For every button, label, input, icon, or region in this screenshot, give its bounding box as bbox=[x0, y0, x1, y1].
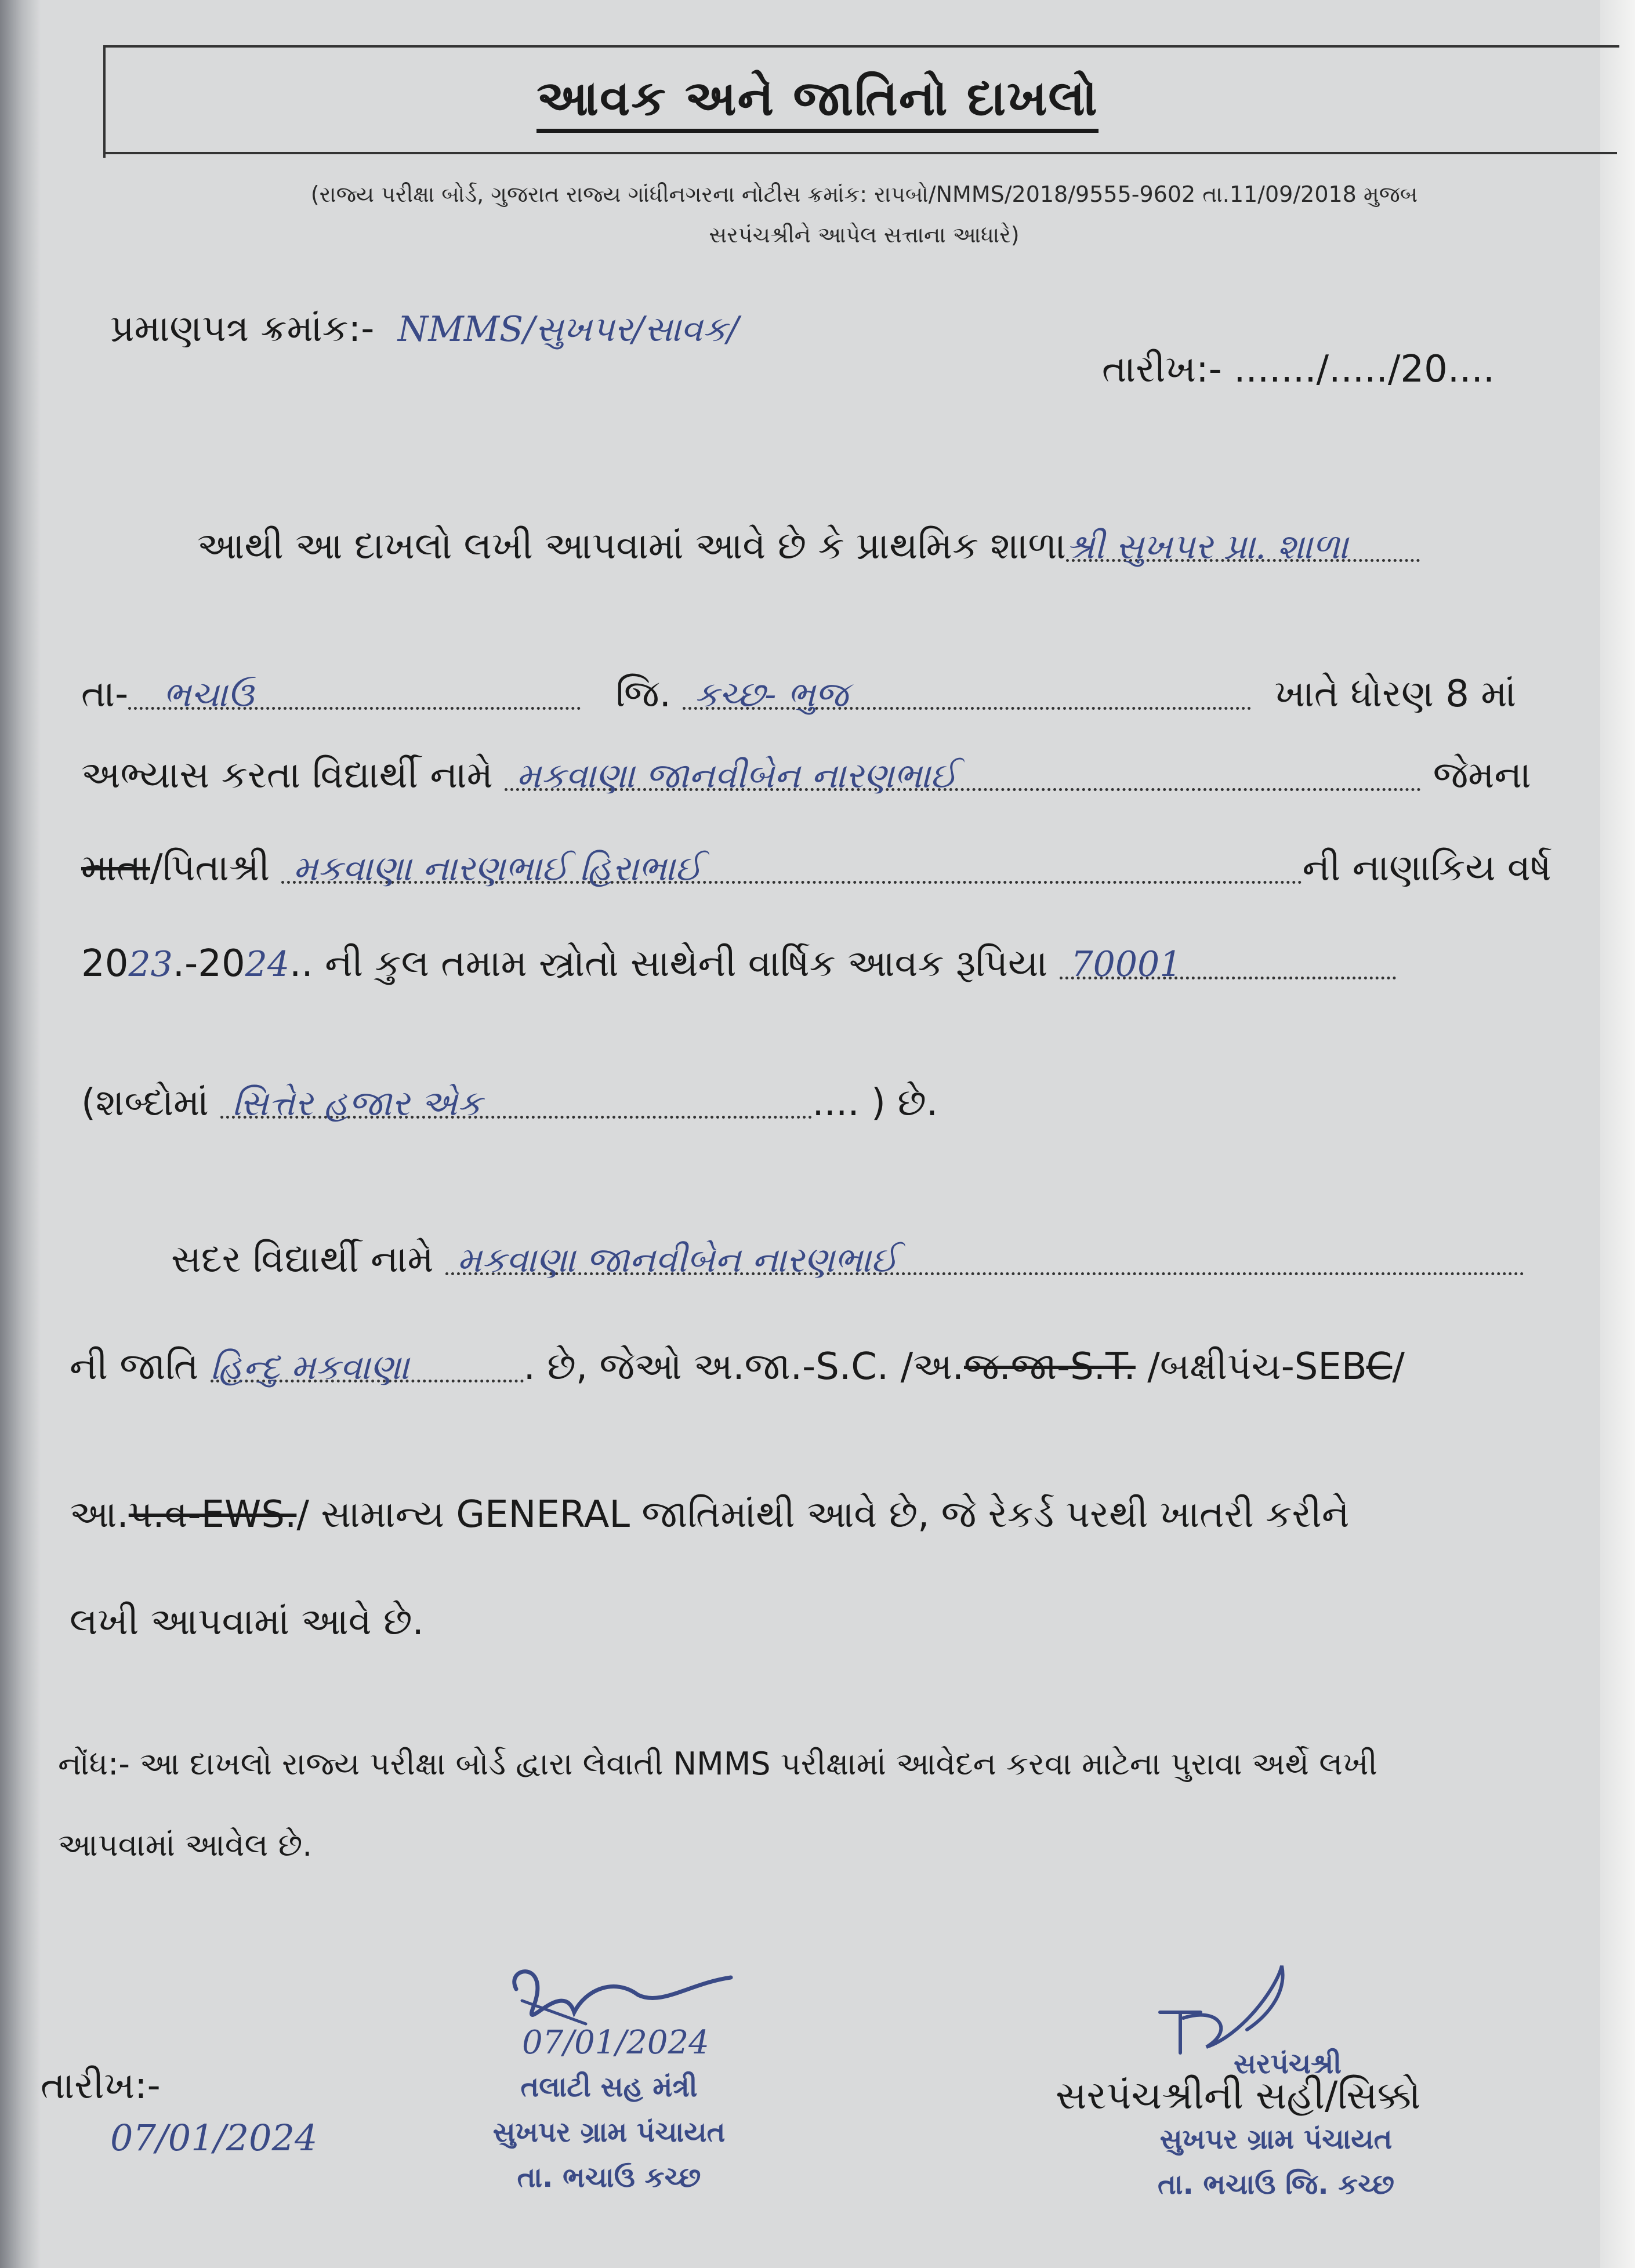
footer-date-label: તારીખ:- bbox=[41, 2064, 161, 2107]
certificate-date-row bbox=[1102, 348, 1495, 391]
sarpanch-stamp-line-1: સરપંચશ્રી bbox=[1233, 2048, 1342, 2080]
body-intro-text: આથી આ દાખલો લખી આપવામાં આવે છે કે પ્રાથમિક શાળા bbox=[197, 525, 1067, 568]
photo-edge-left bbox=[0, 0, 41, 2268]
body-line-4 bbox=[81, 847, 1551, 890]
income-value: 70001 bbox=[1060, 944, 1396, 979]
ews-category-struck: પ.વ-EWS. bbox=[128, 1493, 297, 1536]
note-line-1: નોંધ:- આ દાખલો રાજ્ય પરીક્ષા બોર્ડ દ્વારા લેવાતી NMMS પરીક્ષામાં આવેદન કરવા માટેના પુરાવા અર્થે લખી bbox=[58, 1746, 1377, 1782]
st-category-struck: જ.જા-S.T. bbox=[964, 1345, 1136, 1388]
sarpanch-stamp-line-3: તા. ભચાઉ જિ. કચ્છ bbox=[1157, 2168, 1394, 2201]
notice-line-2: સરપંચશ્રીને આપેલ સત્તાના આધારે) bbox=[709, 222, 1020, 248]
year-handwritten-2: 24 bbox=[245, 944, 290, 985]
document-title: આવક અને જાતિનો દાખલો bbox=[0, 70, 1635, 127]
closing-line: લખી આપવામાં આવે છે. bbox=[70, 1601, 424, 1643]
notice-line-1: (રાજ્ય પરીક્ષા બોર્ડ, ગુજરાત રાજ્ય ગાંધીનગરના નોટીસ ક્રમાંક: રાપબો/NMMS/2018/9555-9602 તા.11/09/2018 મુજબ bbox=[310, 182, 1418, 207]
taluka-value: ભચાઉ bbox=[128, 674, 581, 710]
district-label: જિ. bbox=[615, 673, 671, 716]
talati-sign-date: 07/01/2024 bbox=[522, 2024, 709, 2062]
notice-reference bbox=[139, 174, 1589, 255]
year-prefix-1: 20 bbox=[81, 942, 129, 985]
caste-category-text: . છે, જેઓ અ.જા.-S.C. /અ. bbox=[523, 1345, 964, 1388]
talati-stamp-line-3: તા. ભચાઉ કચ્છ bbox=[517, 2161, 701, 2194]
income-text: .. ની કુલ તમામ સ્ત્રોતો સાથેની વાર્ષિક આવક રૂપિયા bbox=[289, 942, 1048, 985]
ews-prefix: આ. bbox=[70, 1493, 129, 1536]
caste-label: ની જાતિ bbox=[70, 1345, 199, 1388]
sebc-slash: / bbox=[1392, 1345, 1405, 1388]
taluka-label: તા- bbox=[81, 673, 129, 716]
talati-stamp bbox=[406, 2064, 812, 2200]
school-name: શ્રી સુખપર પ્રા. શાળા bbox=[1066, 527, 1420, 562]
year-mid: .-20 bbox=[172, 942, 245, 985]
caste-value: હિન્દુ મકવાણા bbox=[211, 1347, 524, 1382]
repeat-student-name: મકવાણા જાનવીબેન નારણભાઈ bbox=[445, 1240, 1524, 1275]
header-rule bbox=[103, 152, 1617, 154]
financial-year-text: ની નાણાકિય વર્ષ bbox=[1302, 847, 1551, 890]
body-line-5 bbox=[81, 942, 1396, 985]
sarpanch-stamp-line-2: સુખપર ગ્રામ પંચાયત bbox=[1159, 2123, 1393, 2155]
sarpanch-stamp-bottom bbox=[1090, 2117, 1462, 2207]
mother-label-struck: માતા bbox=[81, 847, 150, 890]
body-line-7 bbox=[171, 1238, 1524, 1281]
standard-text: ખાતે ધોરણ 8 માં bbox=[1274, 673, 1517, 716]
year-handwritten-1: 23 bbox=[128, 944, 173, 985]
footer-date-value: 07/01/2024 bbox=[110, 2117, 318, 2159]
student-name-label: અભ્યાસ કરતા વિદ્યાર્થી નામે bbox=[81, 754, 493, 797]
father-label: /પિતાશ્રી bbox=[150, 847, 270, 890]
certificate-date-value: ......./...../20.... bbox=[1234, 348, 1495, 391]
note-line-2: આપવામાં આવેલ છે. bbox=[58, 1827, 313, 1863]
certificate-number-label: પ્રમાણપત્ર ક્રમાંક:- bbox=[110, 307, 375, 350]
words-close: .... ) છે. bbox=[812, 1082, 938, 1124]
sebc-c-struck: C bbox=[1366, 1345, 1393, 1388]
body-line-9 bbox=[70, 1493, 1350, 1536]
talati-stamp-line-2: સુખપર ગ્રામ પંચાયત bbox=[492, 2116, 726, 2149]
certificate-number-row bbox=[110, 307, 739, 350]
general-category-text: / સામાન્ય GENERAL જાતિમાંથી આવે છે, જે રેકર્ડ પરથી ખાતરી કરીને bbox=[296, 1493, 1350, 1536]
district-value: કચ્છ- ભુજ bbox=[683, 674, 1251, 710]
body-line-2 bbox=[81, 673, 1516, 716]
body-line-8 bbox=[70, 1345, 1405, 1388]
body-line-1 bbox=[197, 525, 1420, 568]
sebc-text: /બક્ષીપંચ-SEB bbox=[1135, 1345, 1366, 1388]
body-line-6 bbox=[81, 1082, 938, 1124]
certificate-number-value: NMMS/સુખપર/સાવક/ bbox=[397, 309, 739, 350]
sarpanch-signature-label: સરપંચશ્રીની સહી/સિક્કો bbox=[1056, 2073, 1421, 2118]
jemna-text: જેમના bbox=[1433, 754, 1531, 797]
body-line-3 bbox=[81, 754, 1531, 797]
repeat-student-label: સદર વિદ્યાર્થી નામે bbox=[171, 1238, 434, 1281]
student-name-value: મકવાણા જાનવીબેન નારણભાઈ bbox=[505, 756, 1421, 791]
photo-edge-right bbox=[1600, 0, 1635, 2268]
income-words-value: સિત્તેર હજાર એક bbox=[220, 1083, 812, 1119]
parent-name-value: મકવાણા નારણભાઈ હિરાભાઈ bbox=[281, 848, 1302, 884]
words-label: (શબ્દોમાં bbox=[81, 1082, 209, 1124]
talati-stamp-line-1: તલાટી સહ મંત્રી bbox=[520, 2071, 698, 2103]
certificate-date-label: તારીખ:- bbox=[1102, 348, 1222, 391]
